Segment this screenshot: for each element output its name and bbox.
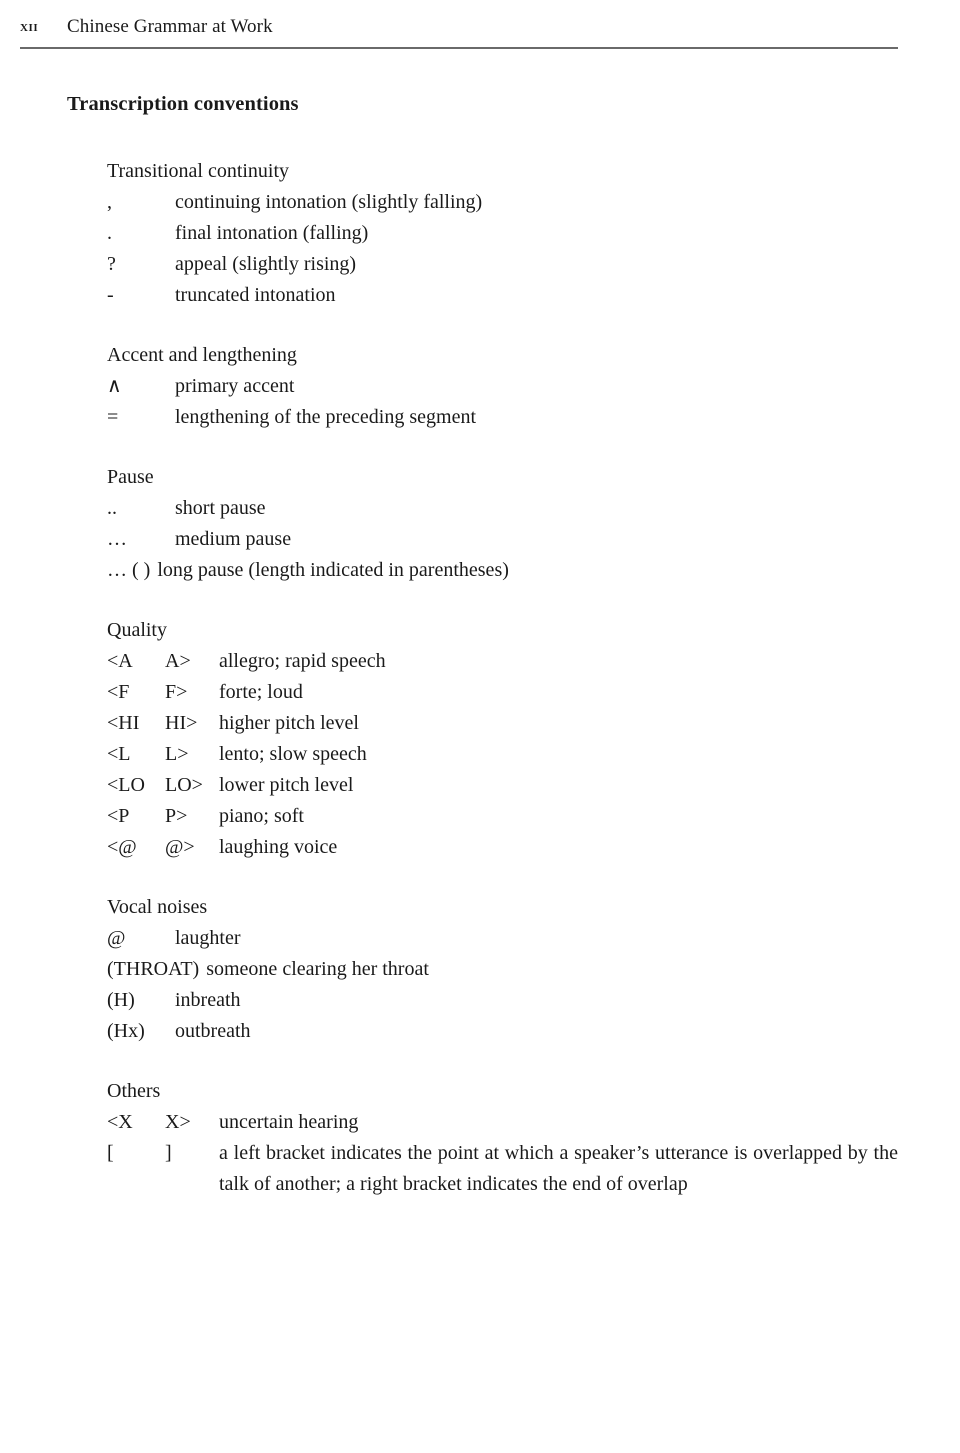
convention-entry — [107, 402, 898, 433]
convention-description: forte; loud — [219, 681, 303, 703]
convention-symbol: … — [107, 528, 127, 550]
convention-entry — [107, 985, 898, 1016]
convention-group-heading: Others — [107, 1080, 161, 1102]
convention-symbol: <F — [107, 681, 130, 703]
convention-description: higher pitch level — [219, 712, 359, 734]
convention-description: truncated intonation — [175, 284, 336, 306]
convention-group-heading: Vocal noises — [107, 896, 208, 918]
convention-entry — [107, 646, 898, 677]
convention-entry — [107, 524, 898, 555]
header-divider-rule — [20, 47, 898, 49]
convention-entry — [107, 954, 898, 985]
convention-group — [67, 892, 898, 1047]
convention-description: someone clearing her throat — [206, 958, 429, 980]
convention-symbol-close: ] — [165, 1142, 172, 1164]
convention-description: piano; soft — [219, 805, 304, 827]
convention-group — [67, 156, 898, 311]
convention-symbol: , — [107, 191, 112, 213]
folio-page-number: xii — [20, 18, 39, 35]
convention-entry — [107, 371, 898, 402]
convention-entry — [107, 555, 898, 586]
convention-entry — [107, 739, 898, 770]
convention-symbol: ∧ — [107, 375, 122, 397]
convention-symbol: ? — [107, 253, 116, 275]
convention-group-heading: Transitional continuity — [107, 160, 290, 182]
convention-symbol: <P — [107, 805, 130, 827]
convention-entry — [107, 708, 898, 739]
convention-entry — [107, 218, 898, 249]
page-running-head — [20, 16, 898, 50]
convention-symbol: <A — [107, 650, 133, 672]
convention-symbol-close: X> — [165, 1111, 191, 1133]
convention-symbol-close: HI> — [165, 712, 198, 734]
convention-entry — [107, 187, 898, 218]
convention-symbol: <X — [107, 1111, 133, 1133]
running-title: Chinese Grammar at Work — [67, 16, 273, 37]
convention-symbol-close: L> — [165, 743, 189, 765]
convention-group — [67, 340, 898, 433]
convention-symbol: (Hx) — [107, 1020, 145, 1042]
convention-description: primary accent — [175, 375, 295, 397]
convention-group — [67, 462, 898, 586]
convention-symbol: . — [107, 222, 112, 244]
convention-description: short pause — [175, 497, 266, 519]
conventions-list — [67, 156, 898, 1200]
convention-symbol: @ — [107, 927, 126, 949]
convention-description: uncertain hearing — [219, 1111, 359, 1133]
convention-group — [67, 1076, 898, 1200]
convention-symbol: - — [107, 284, 114, 306]
convention-group — [67, 615, 898, 863]
convention-description: laughing voice — [219, 836, 338, 858]
convention-description: lower pitch level — [219, 774, 354, 796]
convention-symbol-close: P> — [165, 805, 188, 827]
convention-symbol: .. — [107, 497, 117, 519]
convention-description: inbreath — [175, 989, 241, 1011]
convention-description: a left bracket indicates the point at which a speaker’s utterance is overlapped by the talk of another; a right bracket indicates the end of overlap — [219, 1142, 898, 1195]
convention-symbol-close: LO> — [165, 774, 203, 796]
convention-entry — [107, 801, 898, 832]
convention-entry — [107, 1107, 898, 1138]
convention-symbol: (THROAT) — [107, 958, 200, 980]
convention-description: lengthening of the preceding segment — [175, 406, 477, 428]
convention-symbol: = — [107, 406, 119, 428]
convention-description: medium pause — [175, 528, 292, 550]
convention-entry — [107, 677, 898, 708]
convention-description: allegro; rapid speech — [219, 650, 386, 672]
convention-description: final intonation (falling) — [175, 222, 369, 244]
convention-entry — [107, 923, 898, 954]
convention-symbol-close: @> — [165, 836, 195, 858]
convention-description: laughter — [175, 927, 241, 949]
convention-description: lento; slow speech — [219, 743, 367, 765]
convention-group-heading: Quality — [107, 619, 167, 641]
convention-description: outbreath — [175, 1020, 251, 1042]
convention-group-heading: Accent and lengthening — [107, 344, 297, 366]
convention-symbol: [ — [107, 1142, 114, 1164]
page-content — [67, 90, 898, 1200]
convention-symbol: (H) — [107, 989, 135, 1011]
convention-entry — [107, 280, 898, 311]
convention-entry — [107, 493, 898, 524]
convention-entry — [107, 249, 898, 280]
convention-entry — [107, 1016, 898, 1047]
convention-description: continuing intonation (slightly falling) — [175, 191, 483, 213]
convention-entry — [107, 832, 898, 863]
convention-symbol: <HI — [107, 712, 140, 734]
page-title: Transcription conventions — [67, 93, 299, 115]
convention-symbol-close: A> — [165, 650, 191, 672]
convention-symbol-close: F> — [165, 681, 188, 703]
convention-symbol: <L — [107, 743, 131, 765]
convention-entry — [107, 770, 898, 801]
convention-entry — [107, 1138, 898, 1200]
convention-symbol: <LO — [107, 774, 145, 796]
convention-description: long pause (length indicated in parentheses) — [157, 559, 509, 581]
convention-group-heading: Pause — [107, 466, 154, 488]
convention-symbol: … ( ) — [107, 559, 151, 581]
convention-symbol: <@ — [107, 836, 137, 858]
convention-description: appeal (slightly rising) — [175, 253, 357, 275]
